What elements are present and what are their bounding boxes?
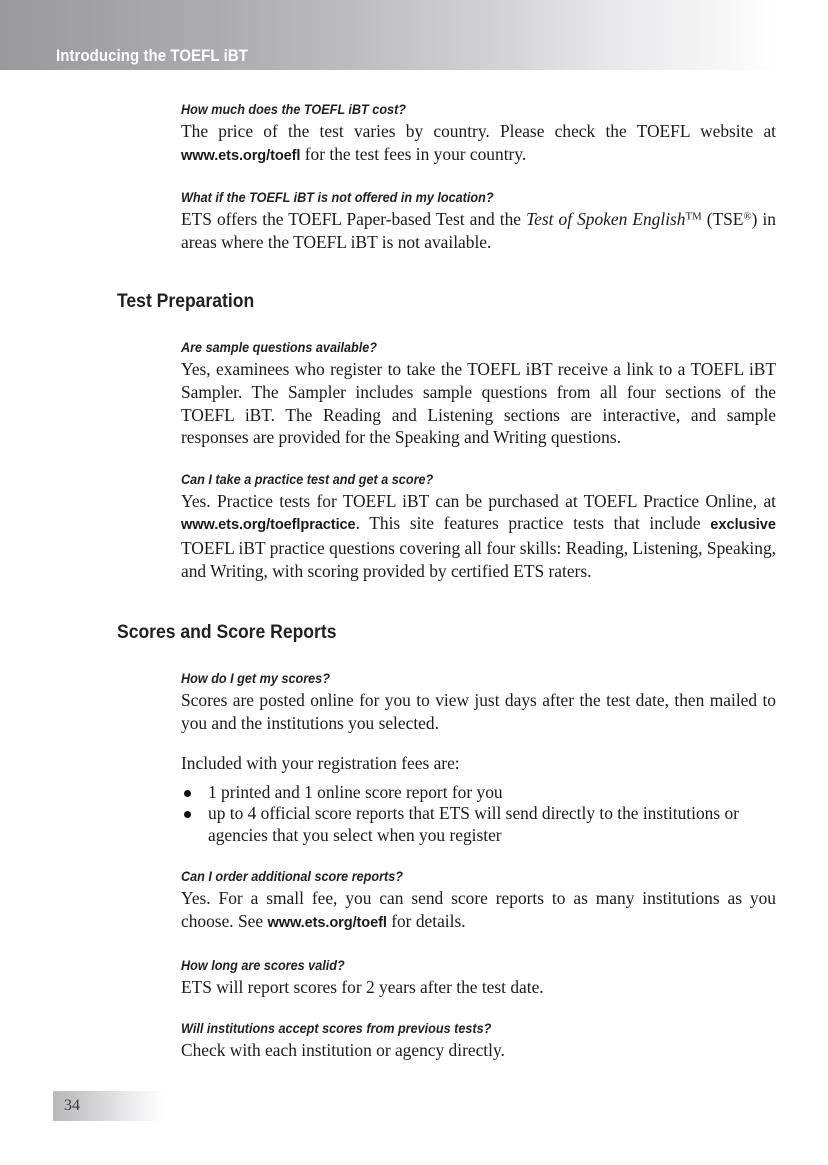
- answer-text-tail: ) in areas where the TOEFL iBT is not available.: [181, 209, 776, 252]
- answer-text-tail: for the test fees in your country.: [300, 143, 527, 164]
- emphasis-exclusive: exclusive: [710, 517, 776, 534]
- page-number-box: [53, 1091, 165, 1121]
- answer-paragraph: [181, 490, 776, 582]
- question-heading: How long are scores valid?: [181, 957, 345, 973]
- list-item: [181, 782, 776, 804]
- answer-text: ETS offers the TOEFL Paper-based Test and the: [181, 209, 527, 230]
- list-item-label: 1 printed and 1 online score report for you: [208, 781, 503, 802]
- answer-text-tail: TOEFL iBT practice questions covering all four skills: Reading, Listening, Speaking, and Writing, with scoring provided by certified ETS raters.: [181, 537, 776, 581]
- answer-text-tail: for details.: [386, 911, 466, 931]
- page-header-band: [0, 0, 828, 70]
- answer-paragraph: Scores are posted online for you to view just days after the test date, then mailed to you and the institutions you selected.: [181, 690, 776, 733]
- question-heading: Are sample questions available?: [181, 340, 378, 356]
- page-number: 34: [64, 1097, 80, 1114]
- answer-paragraph: Yes, examinees who register to take the TOEFL iBT receive a link to a TOEFL iBT Sampler. The Sampler includes sample questions from all four sections of the TOEFL iBT. The Reading and Listening sections are interactive, and sample responses are provided for the Speaking and Writing questions.: [181, 359, 776, 448]
- bullet-dot-icon: [184, 811, 191, 818]
- list-intro-paragraph: Included with your registration fees are:: [181, 753, 460, 774]
- trademark-mark: TM: [685, 210, 702, 223]
- question-heading: Can I order additional score reports?: [181, 869, 403, 885]
- answer-paragraph: [181, 887, 776, 934]
- answer-paragraph: ETS will report scores for 2 years after the test date.: [181, 976, 544, 997]
- answer-paragraph: [181, 208, 776, 253]
- section-heading-test-preparation: Test Preparation: [117, 290, 255, 313]
- answer-text: Yes. For a small fee, you can send score reports to as many institutions as you choose. See: [181, 888, 776, 931]
- qa-block: [181, 188, 776, 253]
- list-item-label: up to 4 official score reports that ETS will send directly to the institutions or agencies that you select when you register: [208, 803, 739, 845]
- qa-block: [181, 1019, 776, 1062]
- section-heading-scores-and-score-reports: Scores and Score Reports: [117, 621, 337, 644]
- qa-block: [181, 956, 776, 999]
- qa-block: [181, 100, 776, 167]
- work-title-italic: Test of Spoken English: [526, 209, 686, 230]
- list-item: [181, 803, 776, 846]
- url-ets-toefl[interactable]: www.ets.org/toefl: [181, 147, 301, 164]
- answer-paragraph: Check with each institution or agency directly.: [181, 1040, 505, 1061]
- answer-text: The price of the test varies by country. Please check the TOEFL website at: [181, 121, 776, 141]
- question-heading: Can I take a practice test and get a score?: [181, 471, 434, 487]
- registered-mark: ®: [743, 210, 752, 223]
- question-heading: How much does the TOEFL iBT cost?: [181, 102, 407, 117]
- running-header-title: Introducing the TOEFL iBT: [56, 46, 248, 65]
- answer-text: Yes. Practice tests for TOEFL iBT can be purchased at TOEFL Practice Online, at: [181, 490, 776, 511]
- answer-text-mid: (TSE: [701, 209, 744, 230]
- included-fees-list: [181, 782, 776, 847]
- question-heading: What if the TOEFL iBT is not offered in my location?: [181, 190, 494, 206]
- answer-text-mid: . This site features practice tests that include: [355, 513, 711, 534]
- qa-block: [181, 669, 776, 846]
- question-heading: How do I get my scores?: [181, 671, 330, 687]
- url-ets-toeflpractice[interactable]: www.ets.org/toeflpractice: [181, 517, 356, 534]
- answer-paragraph: [181, 120, 776, 167]
- qa-block: [181, 470, 776, 582]
- bullet-dot-icon: [184, 790, 191, 797]
- url-ets-toefl[interactable]: www.ets.org/toefl: [267, 915, 387, 931]
- question-heading: Will institutions accept scores from previous tests?: [181, 1021, 492, 1037]
- page-content: [0, 70, 828, 1062]
- qa-block: [181, 338, 776, 448]
- qa-block: [181, 867, 776, 934]
